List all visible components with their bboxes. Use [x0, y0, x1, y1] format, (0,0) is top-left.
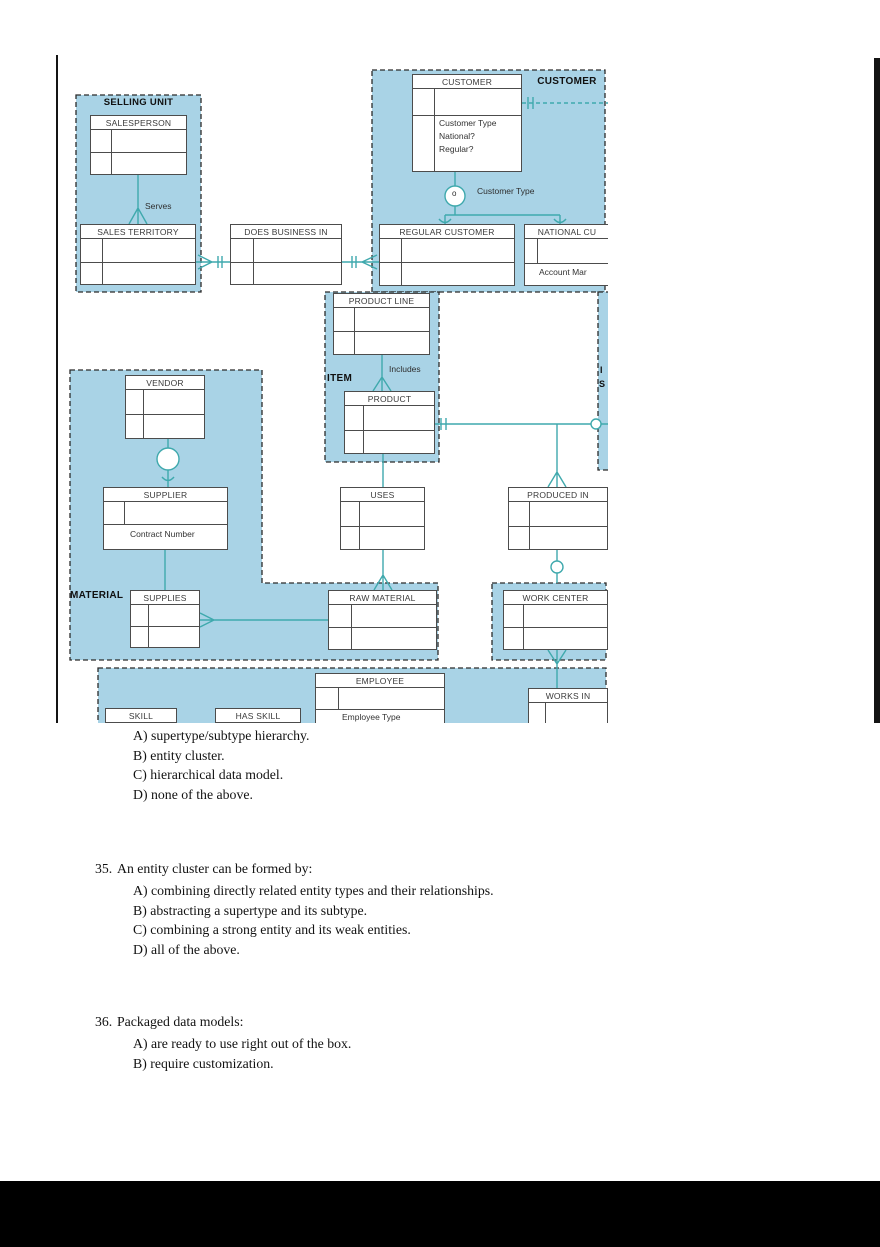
column-divider [338, 688, 339, 709]
row-divider [413, 115, 521, 116]
entity-works-in [528, 688, 608, 723]
entity-body [126, 390, 204, 438]
question-stem: Packaged data models: [117, 1014, 244, 1029]
attribute: National? [439, 131, 475, 141]
question-36-stem-row [95, 1014, 243, 1030]
row-divider [345, 430, 434, 431]
figure-right-border [874, 58, 880, 723]
clipped-cluster-label-fragment-top: I [600, 365, 603, 375]
entity-customer [412, 74, 522, 172]
entity-label: PRODUCT LINE [334, 294, 429, 308]
label-customer-type: Customer Type [477, 186, 535, 196]
row-divider [231, 262, 341, 263]
option-a: A) are ready to use right out of the box. [133, 1036, 352, 1051]
question-34-options [133, 726, 310, 804]
row-divider [131, 626, 199, 627]
entity-body [131, 605, 199, 647]
entity-body [316, 688, 444, 723]
row-divider [91, 152, 186, 153]
row-divider [334, 331, 429, 332]
optional-circle-workcenter [551, 561, 563, 573]
entity-body [413, 89, 521, 171]
option-b: B) require customization. [133, 1055, 274, 1071]
entity-body [509, 502, 607, 549]
entity-raw-material [328, 590, 437, 650]
entity-produced-in [508, 487, 608, 550]
question-number: 35. [95, 861, 113, 876]
entity-supplier [103, 487, 228, 550]
question-stem: An entity cluster can be formed by: [117, 861, 313, 876]
attribute: Regular? [439, 144, 474, 154]
row-divider [380, 262, 514, 263]
entity-body [341, 502, 424, 549]
column-divider [434, 89, 435, 171]
option-a: A) combining directly related entity types and their relationships. [133, 883, 494, 898]
entity-regular-customer [379, 224, 515, 286]
question-35-options [133, 881, 494, 959]
attribute: Customer Type [439, 118, 497, 128]
cluster-label-item: ITEM [327, 373, 353, 384]
connector-product-producedin [548, 424, 566, 487]
row-divider [81, 262, 195, 263]
entity-label: WORK CENTER [504, 591, 607, 605]
entity-body [231, 239, 341, 284]
entity-body [380, 239, 514, 285]
option-c: C) combining a strong entity and its weak entities. [133, 922, 411, 938]
entity-product-line [333, 293, 430, 355]
attribute: Contract Number [130, 529, 195, 539]
attribute: Employee Type [342, 712, 401, 722]
option-b: B) abstracting a supertype and its subtype. [133, 902, 368, 918]
entity-sales-territory [80, 224, 196, 285]
entity-body [104, 502, 227, 549]
row-divider [316, 709, 444, 710]
entity-label: RAW MATERIAL [329, 591, 436, 605]
entity-product [344, 391, 435, 454]
entity-body [334, 308, 429, 354]
entity-label: PRODUCT [345, 392, 434, 406]
row-divider [126, 414, 204, 415]
entity-label: REGULAR CUSTOMER [380, 225, 514, 239]
option-d: D) none of the above. [133, 786, 253, 802]
question-number: 36. [95, 1014, 113, 1029]
entity-label: SKILL [106, 709, 176, 723]
row-divider [504, 627, 607, 628]
question-36-options [133, 1034, 351, 1073]
figure-left-border [56, 55, 58, 723]
entity-does-business-in [230, 224, 342, 285]
vendor-subtype-circle [157, 448, 179, 470]
entity-body [529, 703, 607, 723]
row-divider [509, 526, 607, 527]
option-c: C) hierarchical data model. [133, 767, 284, 783]
connector-product-right [435, 418, 608, 430]
relationship-label-serves: Serves [145, 201, 172, 211]
entity-national-customer [524, 224, 608, 286]
cluster-label-customer: CUSTOMER [537, 76, 597, 87]
entity-label: EMPLOYEE [316, 674, 444, 688]
connector-dbi-regular [342, 255, 379, 269]
entity-label: USES [341, 488, 424, 502]
entity-label: HAS SKILL [216, 709, 300, 723]
entity-uses [340, 487, 425, 550]
entity-body [329, 605, 436, 649]
entity-label: WORKS IN [529, 689, 607, 703]
column-divider [124, 502, 125, 524]
cluster-label-selling-unit: SELLING UNIT [103, 97, 174, 108]
entity-work-center [503, 590, 608, 650]
option-b: B) entity cluster. [133, 747, 225, 763]
row-divider [525, 263, 608, 264]
subtype-discriminator-letter: o [452, 189, 457, 198]
row-divider [329, 627, 436, 628]
entity-vendor [125, 375, 205, 439]
er-diagram-figure [0, 0, 608, 723]
entity-supplies [130, 590, 200, 648]
column-divider [545, 703, 546, 723]
optional-circle-right [591, 419, 601, 429]
page-bottom-black-bar [0, 1181, 880, 1247]
cluster-label-material: MATERIAL [70, 590, 124, 601]
entity-label: PRODUCED IN [509, 488, 607, 502]
question-35-stem-row [95, 861, 312, 877]
attribute: Account Mar [539, 267, 587, 277]
entity-body [91, 130, 186, 174]
relationship-label-includes: Includes [389, 364, 421, 374]
entity-label: SALESPERSON [91, 116, 186, 130]
option-d: D) all of the above. [133, 941, 240, 957]
entity-label: CUSTOMER [413, 75, 521, 89]
clipped-cluster-label-fragment-bottom: S [599, 379, 606, 389]
connector-territory-dbi [196, 255, 230, 269]
entity-body [345, 406, 434, 453]
row-divider [104, 524, 227, 525]
entity-skill [105, 708, 177, 723]
entity-label: SALES TERRITORY [81, 225, 195, 239]
entity-label: DOES BUSINESS IN [231, 225, 341, 239]
entity-body [81, 239, 195, 284]
entity-has-skill [215, 708, 301, 723]
entity-salesperson [90, 115, 187, 175]
row-divider [341, 526, 424, 527]
entity-label: SUPPLIES [131, 591, 199, 605]
entity-label: VENDOR [126, 376, 204, 390]
column-divider [537, 239, 538, 263]
entity-label: NATIONAL CU [525, 225, 608, 239]
option-a: A) supertype/subtype hierarchy. [133, 728, 310, 743]
entity-body [525, 239, 608, 285]
entity-body [504, 605, 607, 649]
entity-employee [315, 673, 445, 723]
entity-label: SUPPLIER [104, 488, 227, 502]
